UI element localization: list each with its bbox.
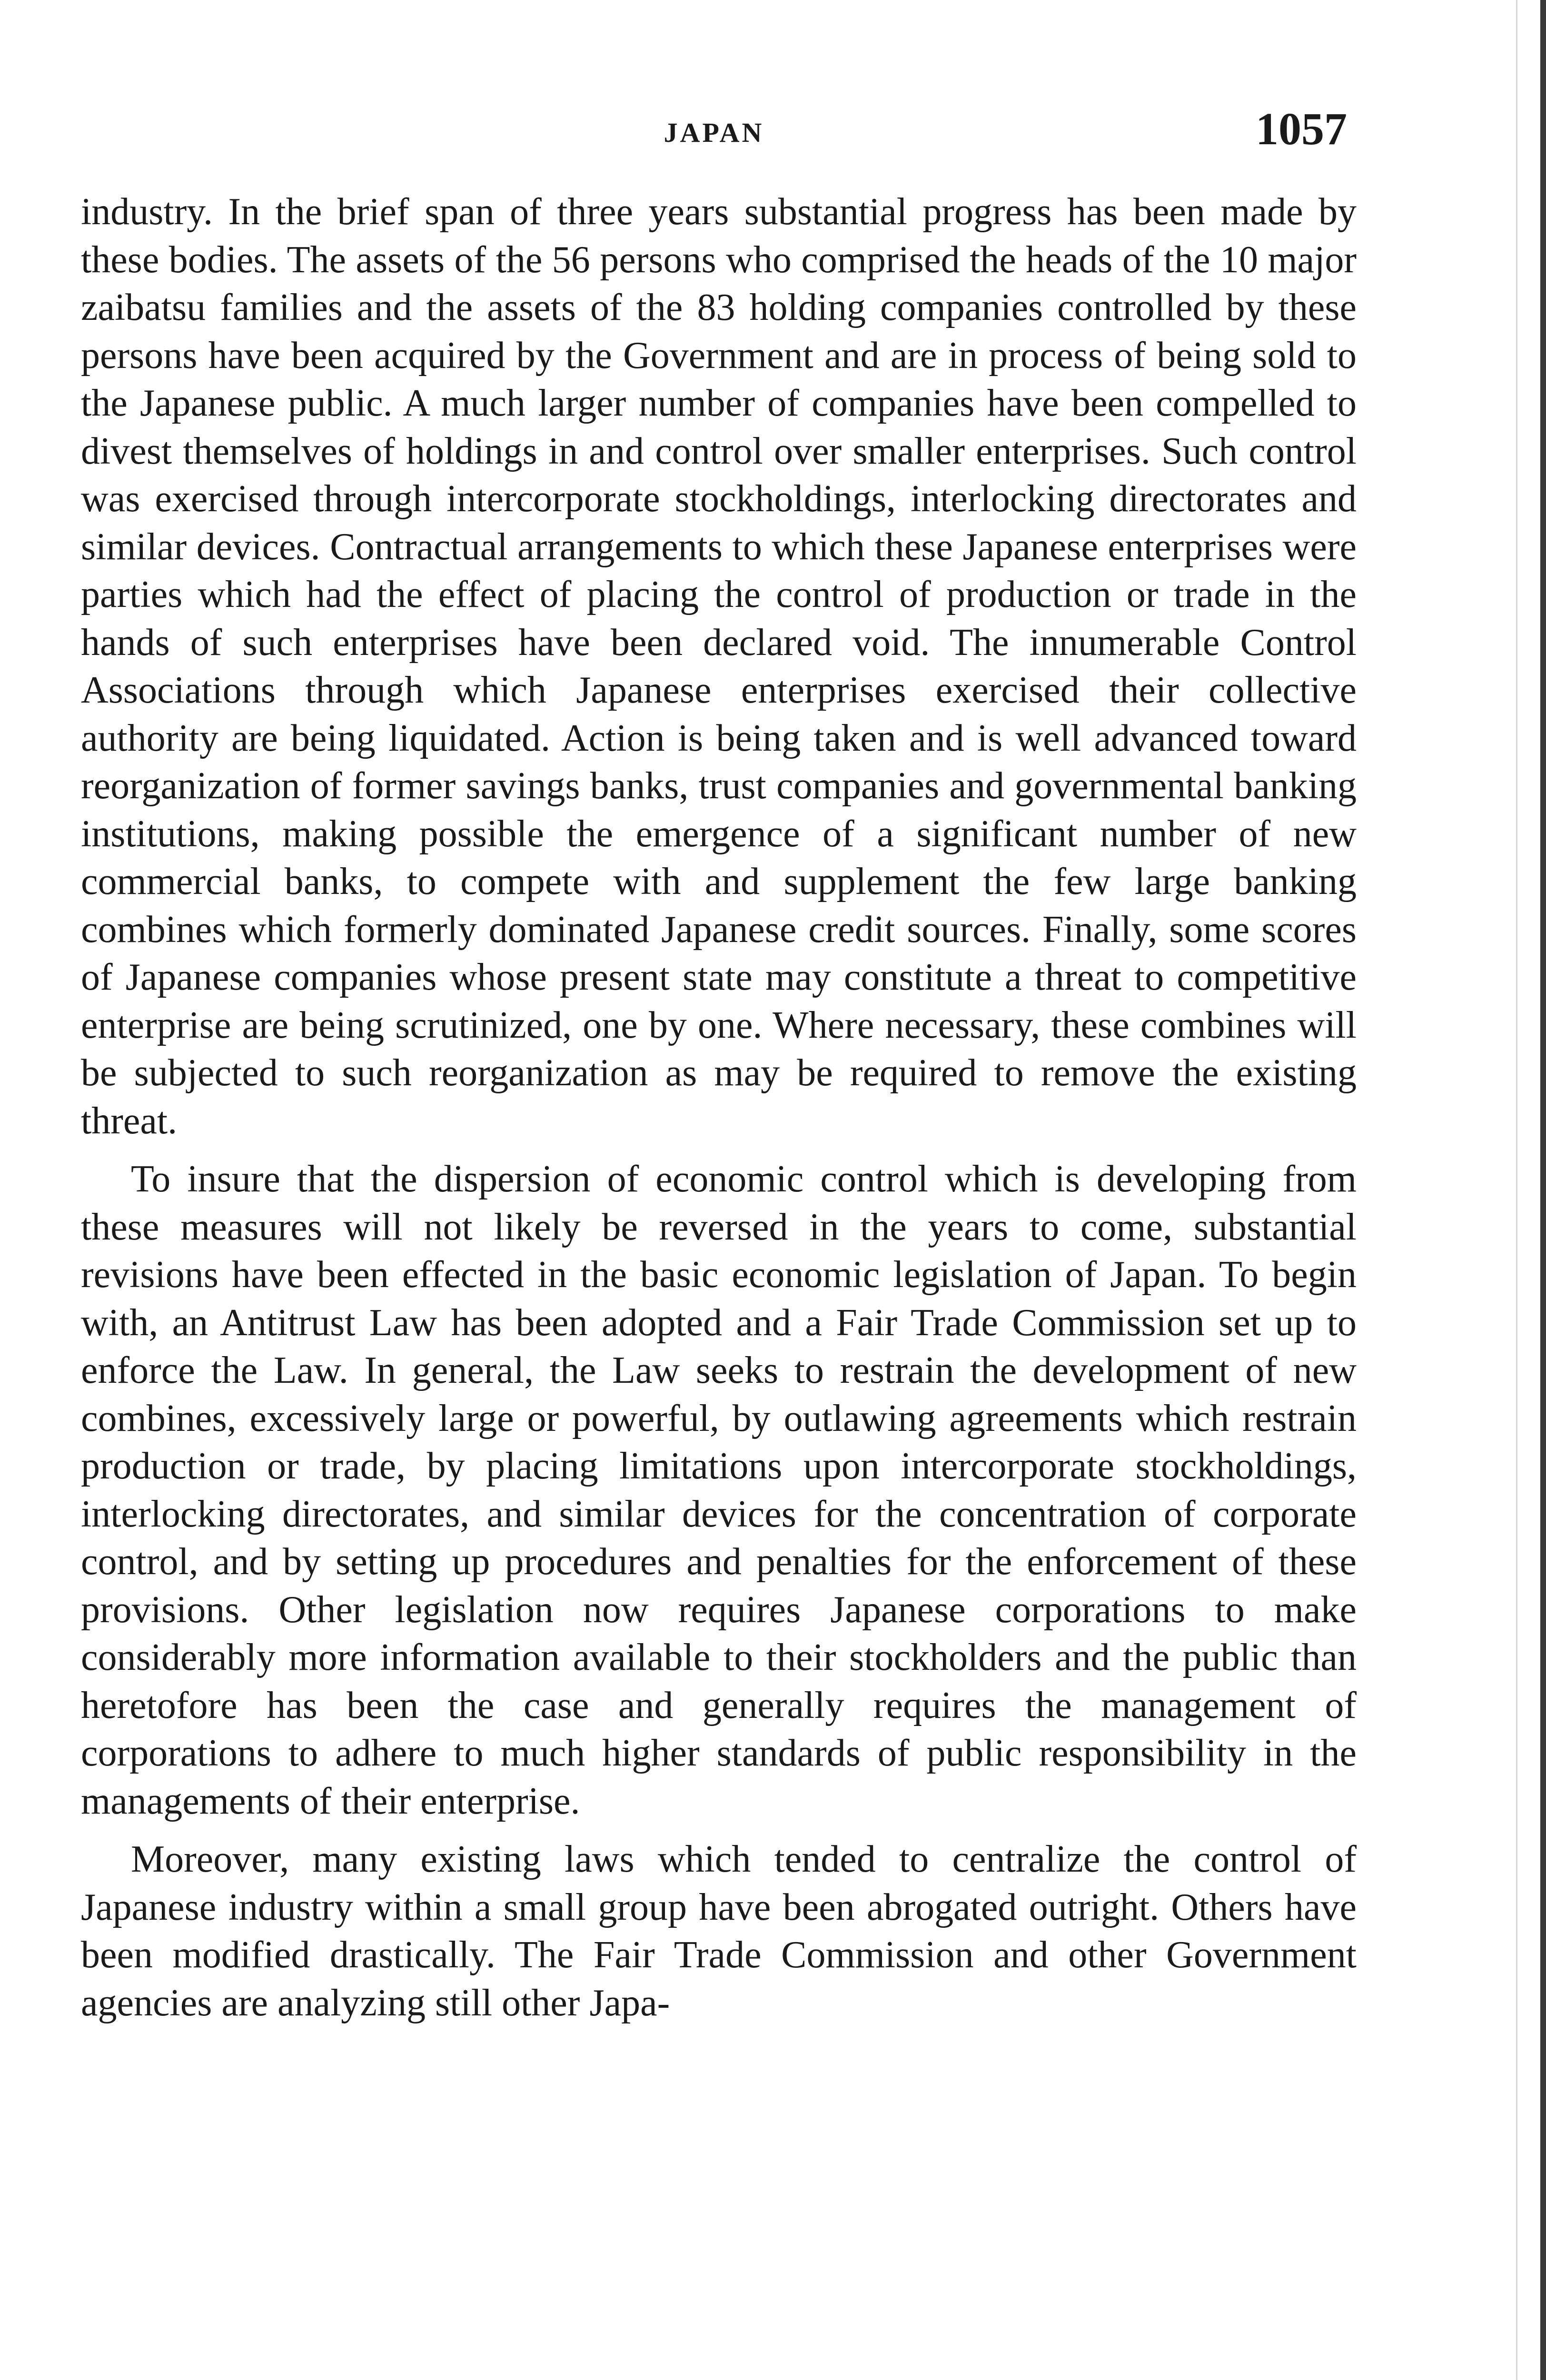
page-number: 1057 <box>1256 103 1347 154</box>
paragraph-2: To insure that the dispersion of economic control which is developing from these measures will not likely be reversed in the years to come, substantial revisions have been effected in the basic economic legislation of Japan. To begin with, an Antitrust Law has been adopted and a Fair Trade Commission set up to enforce the Law. In general, the Law seeks to restrain the development of new combines, excessively large or powerful, by outlawing agreements which restrain production or trade, by placing limitations upon intercorporate stockholdings, interlocking directorates, and similar devices for the concentration of corporate control, and by setting up procedures and penalties for the enforcement of these provisions. Other legislation now requires Japanese corporations to make considerably more information available to their stockholders and the public than heretofore has been the case and generally requires the management of corporations to adhere to much higher standards of public responsibility in the managements of their enterprise. <box>81 1158 1357 1822</box>
paragraph-1: industry. In the brief span of three years substantial progress has been made by these bodies. The assets of the 56 persons who comprised the heads of the 10 major zaibatsu families and the assets of the 83 holding companies controlled by these persons have been acquired by the Government and are in process of being sold to the Japanese public. A much larger number of companies have been compelled to divest themselves of holdings in and control over smaller enterprises. Such control was exercised through intercorporate stockholdings, interlocking directorates and similar devices. Contractual arrangements to which these Japanese enterprises were parties which had the effect of placing the control of production or trade in the hands of such enterprises have been declared void. The innumerable Control Associations through which Japanese enterprises exercised their collective authority are being liquidated. Action is being taken and is well advanced toward reorganization of former savings banks, trust companies and governmental banking institutions, making possible the emergence of a significant number of new commercial banks, to compete with and supplement the few large banking combines which formerly dominated Japanese credit sources. Finally, some scores of Japanese companies whose present state may constitute a threat to competitive enterprise are being scrutinized, one by one. Where necessary, these combines will be subjected to such reorganization as may be required to remove the existing threat. <box>81 191 1357 1142</box>
body-text <box>81 188 1357 2027</box>
page-edge-line <box>1516 0 1517 2380</box>
page-header <box>81 102 1347 164</box>
running-head: JAPAN <box>664 117 764 148</box>
page-edge-shadow <box>1540 0 1546 2380</box>
paragraph-3: Moreover, many existing laws which tended to centralize the control of Japanese industry within a small group have been abrogated outright. Others have been modified drastically. The Fair Trade Commission and other Government agencies are analyzing still other Japa- <box>81 1838 1357 2024</box>
